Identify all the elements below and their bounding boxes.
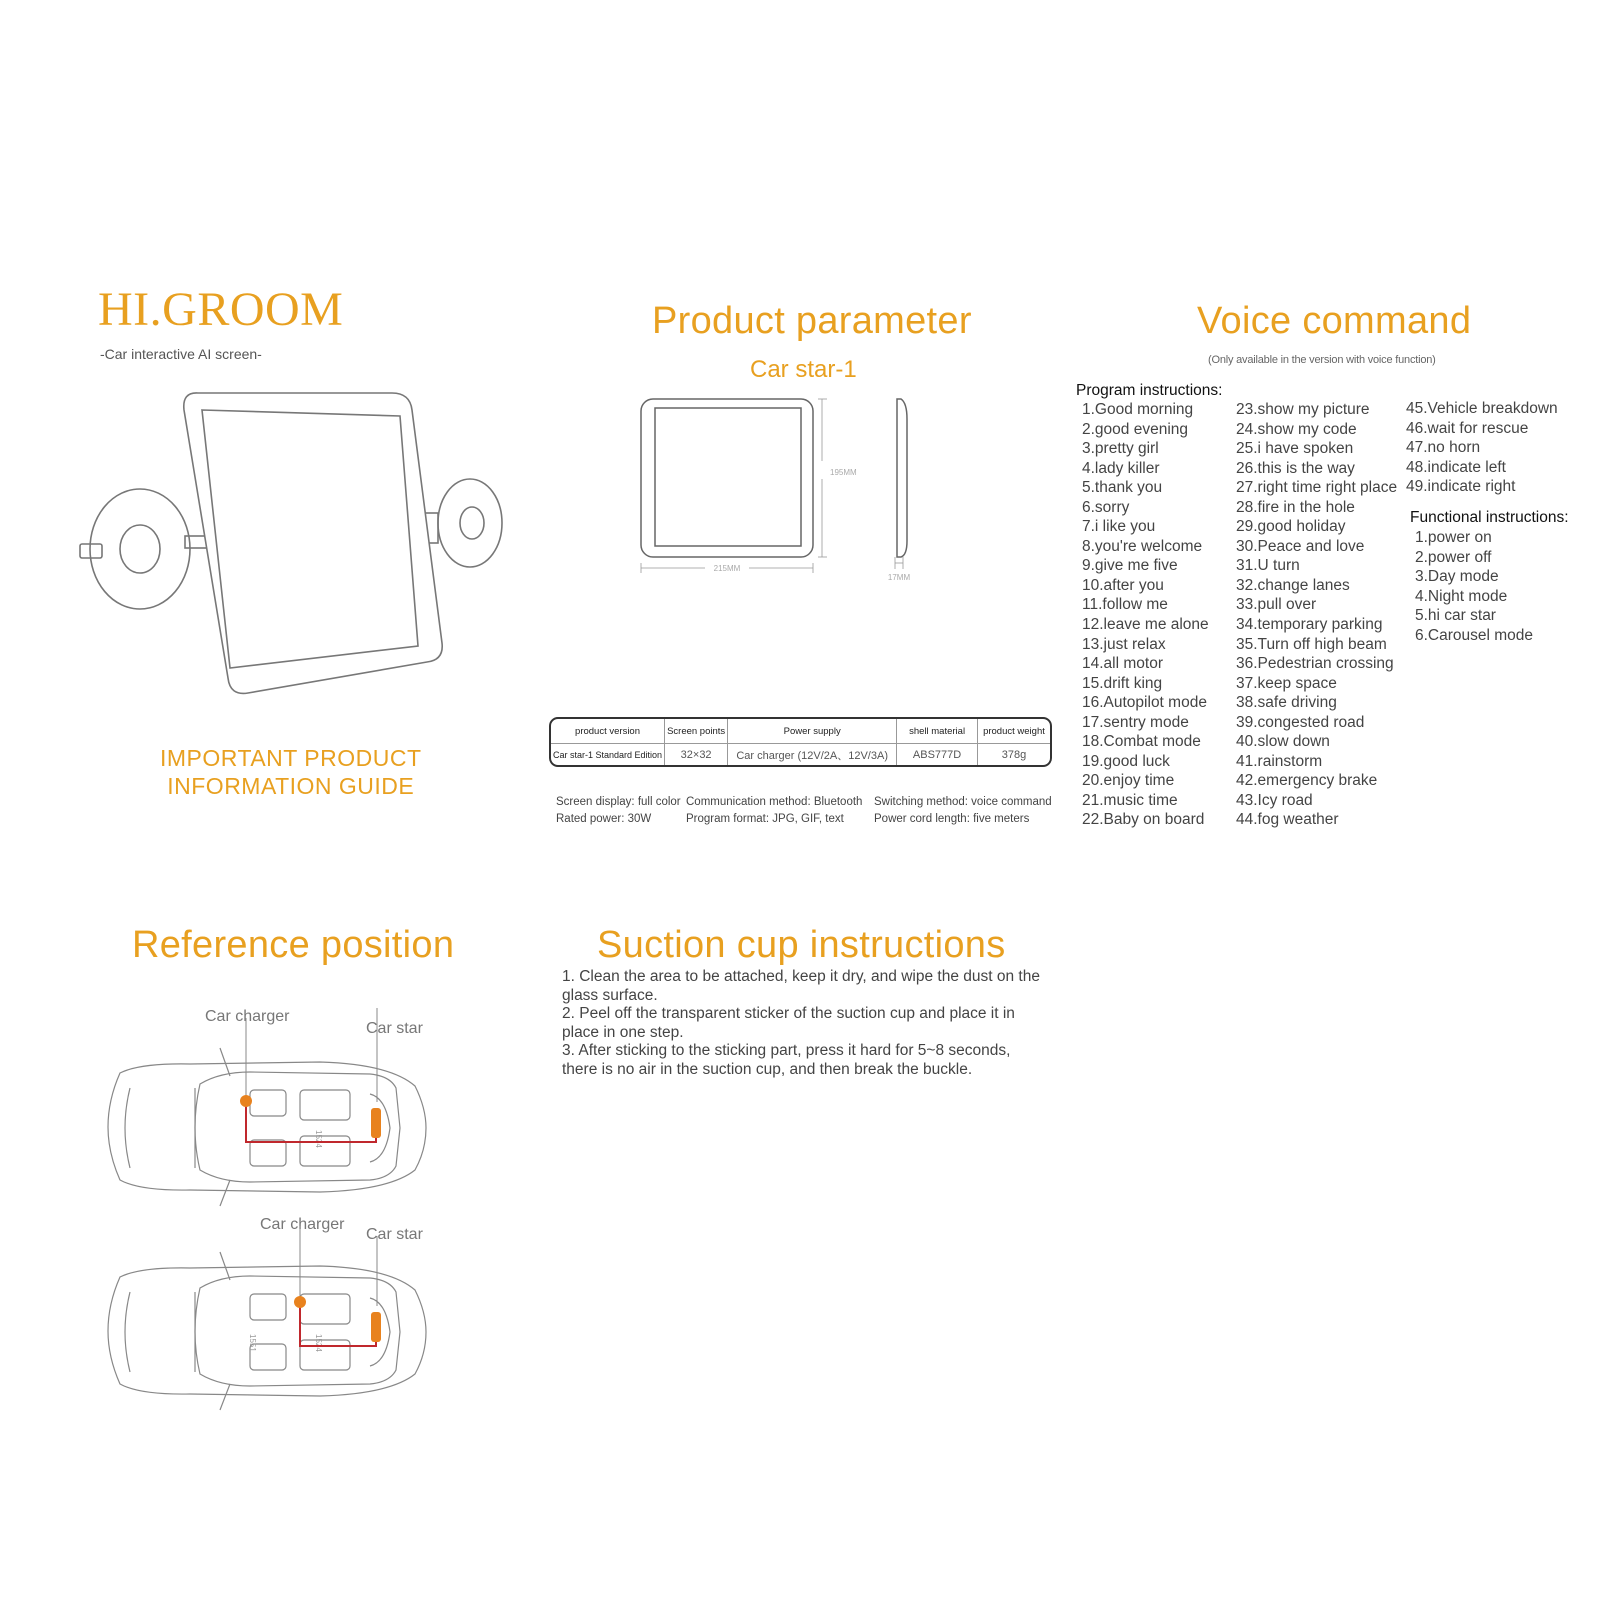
header-cell: product version: [551, 719, 665, 744]
command-item: 38.safe driving: [1236, 694, 1337, 712]
table-row: [551, 744, 1050, 765]
charger-marker-icon: [240, 1095, 252, 1107]
command-item: 21.music time: [1082, 791, 1178, 809]
header-cell: product weight: [978, 719, 1050, 744]
dim-depth: 17MM: [887, 573, 911, 582]
table-header-row: [551, 719, 1050, 744]
command-item: 1.Good morning: [1082, 401, 1194, 418]
spec-switching: Switching method: voice command: [874, 796, 1052, 808]
dimension-drawing: [635, 395, 925, 585]
command-item: 3.Day mode: [1415, 568, 1499, 586]
command-item: 40.slow down: [1236, 733, 1330, 751]
functional-instructions-heading: Functional instructions:: [1410, 509, 1569, 526]
command-item: 3.pretty girl: [1082, 440, 1159, 458]
command-item: 43.Icy road: [1236, 791, 1313, 809]
header-cell: Screen points: [665, 719, 728, 744]
charger-marker-icon-2: [294, 1296, 306, 1308]
value-cell: Car star-1 Standard Edition: [551, 744, 665, 765]
front-outline: [641, 399, 813, 557]
car-star-label: Car star: [366, 1020, 423, 1037]
car-charger-label: Car charger: [205, 1008, 290, 1025]
value-cell: 32×32: [665, 744, 728, 765]
command-item: 16.Autopilot mode: [1082, 694, 1207, 712]
command-item: 37.keep space: [1236, 674, 1337, 692]
command-item: 42.emergency brake: [1236, 772, 1378, 790]
command-item: 9.give me five: [1082, 557, 1178, 575]
command-item: 10.after you: [1082, 576, 1164, 594]
header-cell: shell material: [897, 719, 978, 744]
command-item: 36.Pedestrian crossing: [1236, 655, 1394, 673]
program-commands-col3: [1406, 399, 1558, 497]
command-item: 6.Carousel mode: [1415, 626, 1534, 644]
car-star-marker-icon-2: [371, 1312, 381, 1342]
command-item: 48.indicate left: [1406, 458, 1506, 476]
car-diagram-bottom: [100, 1262, 430, 1442]
command-item: 22.Baby on board: [1082, 811, 1205, 829]
command-item: 1.power on: [1415, 529, 1492, 546]
car-diagram-top: [100, 1028, 430, 1208]
command-item: 31.U turn: [1236, 557, 1300, 575]
command-item: 45.Vehicle breakdown: [1406, 400, 1558, 417]
product-model: Car star-1: [750, 356, 857, 383]
car-dim-label: 1551: [248, 1334, 257, 1352]
spec-program-format: Program format: JPG, GIF, text: [686, 813, 844, 825]
product-parameter-title: Product parameter: [652, 300, 972, 342]
command-item: 34.temporary parking: [1236, 616, 1383, 634]
command-item: 5.thank you: [1082, 479, 1163, 497]
command-item: 46.wait for rescue: [1406, 419, 1529, 437]
command-item: 4.lady killer: [1082, 459, 1160, 477]
spec-rated-power: Rated power: 30W: [556, 813, 652, 825]
suction-cup-steps: [562, 968, 1046, 1080]
command-item: 35.Turn off high beam: [1236, 635, 1387, 653]
command-item: 41.rainstorm: [1236, 752, 1323, 770]
value-cell: Car charger (12V/2A、12V/3A): [728, 744, 897, 765]
command-item: 8.you're welcome: [1082, 537, 1203, 555]
value-cell: 378g: [1001, 748, 1027, 761]
command-item: 12.leave me alone: [1082, 616, 1209, 634]
parameter-table: [549, 717, 1052, 767]
step-2: 2. Peel off the transparent sticker of the suction cup and place it in place in one step.: [562, 1005, 1015, 1041]
program-commands-col2: [1236, 400, 1397, 830]
left-suction-cup-icon: [90, 489, 190, 609]
side-outline: [897, 399, 907, 557]
command-item: 32.change lanes: [1236, 576, 1350, 594]
command-item: 28.fire in the hole: [1236, 498, 1355, 516]
brand-tagline: -Car interactive AI screen-: [100, 346, 262, 362]
spec-power-cord: Power cord length: five meters: [874, 813, 1030, 825]
step-3: 3. After sticking to the sticking part, press it hard for 5~8 seconds, there is no air in the suction cup, and then break the buckle.: [562, 1042, 1011, 1078]
command-item: 47.no horn: [1406, 439, 1481, 457]
command-item: 27.right time right place: [1236, 479, 1398, 497]
step-1: 1. Clean the area to be attached, keep it dry, and wipe the dust on the glass surface.: [562, 968, 1040, 1004]
guide-title: IMPORTANT PRODUCT INFORMATION GUIDE: [160, 745, 422, 799]
command-item: 5.hi car star: [1415, 607, 1496, 625]
command-item: 7.i like you: [1082, 518, 1156, 536]
dim-width: 215MM: [713, 564, 741, 573]
command-item: 15.drift king: [1082, 674, 1163, 692]
program-commands-col1: [1082, 400, 1209, 830]
voice-command-note: (Only available in the version with voice function): [1208, 354, 1436, 366]
brand-logo: HI.GROOM: [98, 283, 344, 336]
spec-communication: Communication method: Bluetooth: [686, 796, 863, 808]
command-item: 6.sorry: [1082, 498, 1130, 516]
voice-command-title: Voice command: [1197, 300, 1472, 342]
command-item: 17.sentry mode: [1082, 713, 1189, 731]
command-item: 49.indicate right: [1406, 478, 1516, 496]
reference-position-title: Reference position: [132, 924, 455, 966]
command-item: 14.all motor: [1082, 655, 1163, 673]
right-suction-cup-icon: [438, 479, 502, 567]
product-illustration: [70, 388, 520, 718]
command-item: 2.good evening: [1082, 420, 1189, 438]
command-item: 18.Combat mode: [1082, 733, 1201, 751]
spec-screen-display: Screen display: full color: [556, 796, 681, 808]
command-item: 23.show my picture: [1236, 401, 1370, 418]
command-item: 26.this is the way: [1236, 459, 1355, 477]
value-cell: ABS777D: [897, 744, 978, 765]
header-cell: Power supply: [728, 719, 897, 744]
car-star-marker-icon: [371, 1108, 381, 1138]
command-item: 44.fog weather: [1236, 811, 1339, 829]
command-item: 24.show my code: [1236, 420, 1357, 438]
program-instructions-heading: Program instructions:: [1076, 382, 1223, 399]
car-charger-label-2: Car charger: [260, 1216, 345, 1233]
command-item: 20.enjoy time: [1082, 772, 1175, 790]
functional-commands: [1415, 528, 1533, 645]
command-item: 29.good holiday: [1236, 518, 1346, 536]
car-dim-label: 1524: [314, 1334, 323, 1352]
car-dim-label: 1524: [314, 1130, 323, 1148]
command-item: 4.Night mode: [1415, 587, 1508, 605]
command-item: 39.congested road: [1236, 713, 1365, 731]
dim-height: 195MM: [830, 468, 857, 477]
command-item: 2.power off: [1415, 548, 1492, 566]
suction-cup-title: Suction cup instructions: [597, 924, 1006, 966]
command-item: 11.follow me: [1082, 596, 1168, 614]
car-star-label-2: Car star: [366, 1226, 423, 1243]
command-item: 25.i have spoken: [1236, 440, 1354, 458]
command-item: 30.Peace and love: [1236, 537, 1365, 555]
command-item: 33.pull over: [1236, 596, 1317, 614]
command-item: 19.good luck: [1082, 752, 1170, 770]
command-item: 13.just relax: [1082, 635, 1166, 653]
